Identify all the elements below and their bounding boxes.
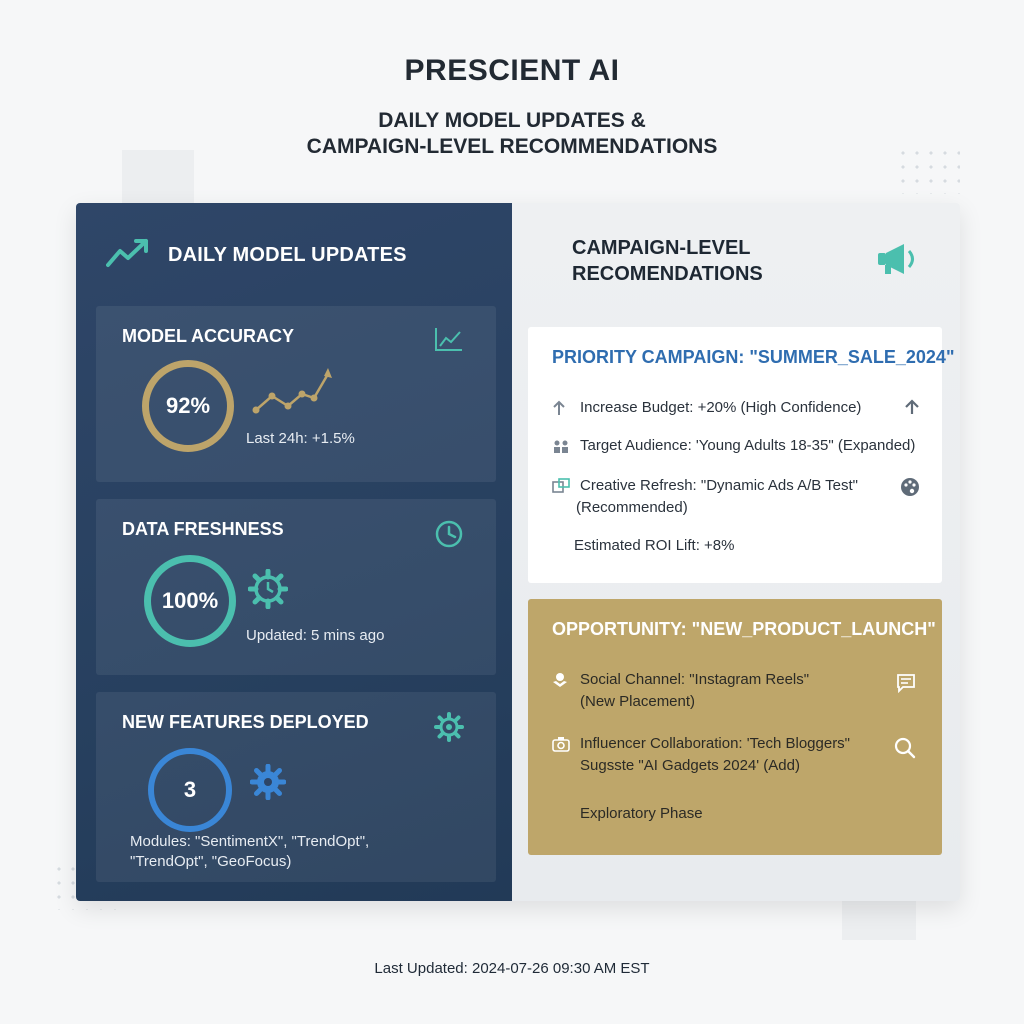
audience-recommendation: [552, 435, 915, 457]
left-panel-header: [106, 237, 407, 274]
roi-estimate: [574, 535, 734, 557]
budget-recommendation: [552, 397, 861, 419]
metric-title: NEW FEATURES DEPLOYED: [122, 712, 369, 732]
features-note-line: "TrendOpt", "GeoFocus): [130, 853, 292, 870]
features-note-line: Modules: "SentimentX", "TrendOpt",: [130, 833, 370, 850]
page-title: PRESCIENT AI: [404, 54, 620, 87]
arrow-up-icon: [552, 397, 580, 416]
influencer-text: [580, 733, 850, 777]
creative-line: Creative Refresh: "Dynamic Ads A/B Test": [580, 477, 858, 494]
camera-icon: [552, 733, 580, 777]
social-line: Social Channel: "Instagram Reels": [580, 671, 810, 688]
subtitle-line: CAMPAIGN-LEVEL RECOMMENDATIONS: [306, 135, 718, 158]
clock-icon: [434, 519, 464, 554]
left-panel-title: DAILY MODEL UPDATES: [168, 244, 407, 266]
creative-recommendation: [552, 475, 858, 519]
freshness-value: 100%: [161, 588, 219, 613]
creative-text: [576, 475, 858, 519]
influencer-line: Influencer Collaboration: 'Tech Bloggers": [580, 735, 851, 752]
subtitle-line: DAILY MODEL UPDATES &: [378, 109, 646, 132]
influencer-line: Sugsste "AI Gadgets 2024' (Add): [580, 757, 800, 774]
accuracy-note: Last 24h: +1.5%: [246, 430, 355, 447]
sparkline-icon: [252, 366, 334, 421]
opportunity-title: OPPORTUNITY: "NEW_PRODUCT_LAUNCH": [552, 619, 936, 639]
location-icon: [552, 669, 580, 713]
budget-text: Increase Budget: +20% (High Confidence): [580, 399, 862, 416]
model-accuracy-card: [96, 306, 496, 482]
audience-text: Target Audience: 'Young Adults 18-35" (Expanded): [580, 437, 916, 454]
image-swap-icon: [552, 475, 580, 494]
features-note: [130, 832, 369, 872]
gear-icon: [250, 764, 286, 805]
accuracy-value: 92%: [165, 393, 211, 418]
arrow-up-icon: [904, 399, 920, 420]
dashboard-card: [76, 203, 960, 901]
phase-text: Exploratory Phase: [580, 805, 703, 822]
palette-icon: [900, 477, 920, 502]
trending-up-icon: [106, 237, 150, 274]
gear-icon: [434, 712, 464, 747]
comment-icon: [896, 673, 916, 698]
right-title-line: CAMPAIGN-LEVEL: [572, 237, 751, 259]
features-value: 3: [183, 777, 197, 802]
metric-title: DATA FRESHNESS: [122, 519, 284, 539]
search-icon: [894, 737, 916, 764]
priority-campaign-card: [528, 327, 955, 583]
new-features-card: [96, 692, 496, 882]
users-icon: [552, 435, 580, 454]
line-chart-icon: [434, 326, 464, 357]
page-subtitle: [0, 108, 1024, 160]
priority-campaign-title: PRIORITY CAMPAIGN: "SUMMER_SALE_2024": [552, 347, 955, 367]
megaphone-icon: [876, 241, 920, 282]
features-ring: [148, 748, 232, 832]
opportunity-card: [528, 599, 942, 855]
accuracy-ring: [142, 360, 234, 452]
social-text: [580, 669, 809, 713]
freshness-ring: [144, 555, 236, 647]
right-title-line: RECOMENDATIONS: [572, 263, 763, 285]
social-line: (New Placement): [580, 693, 696, 710]
campaign-recommendations-panel: [512, 203, 960, 901]
daily-model-updates-panel: [76, 203, 512, 901]
right-panel-title: [572, 235, 763, 287]
gear-icon: [248, 569, 288, 614]
roi-text: Estimated ROI Lift: +8%: [574, 537, 735, 554]
influencer-recommendation: [552, 733, 850, 777]
creative-line: (Recommended): [576, 499, 688, 516]
metric-title: MODEL ACCURACY: [122, 326, 295, 346]
phase-label: [580, 803, 703, 825]
freshness-note: Updated: 5 mins ago: [246, 627, 385, 644]
last-updated: Last Updated: 2024-07-26 09:30 AM EST: [374, 960, 650, 977]
data-freshness-card: [96, 499, 496, 675]
social-recommendation: [552, 669, 809, 713]
